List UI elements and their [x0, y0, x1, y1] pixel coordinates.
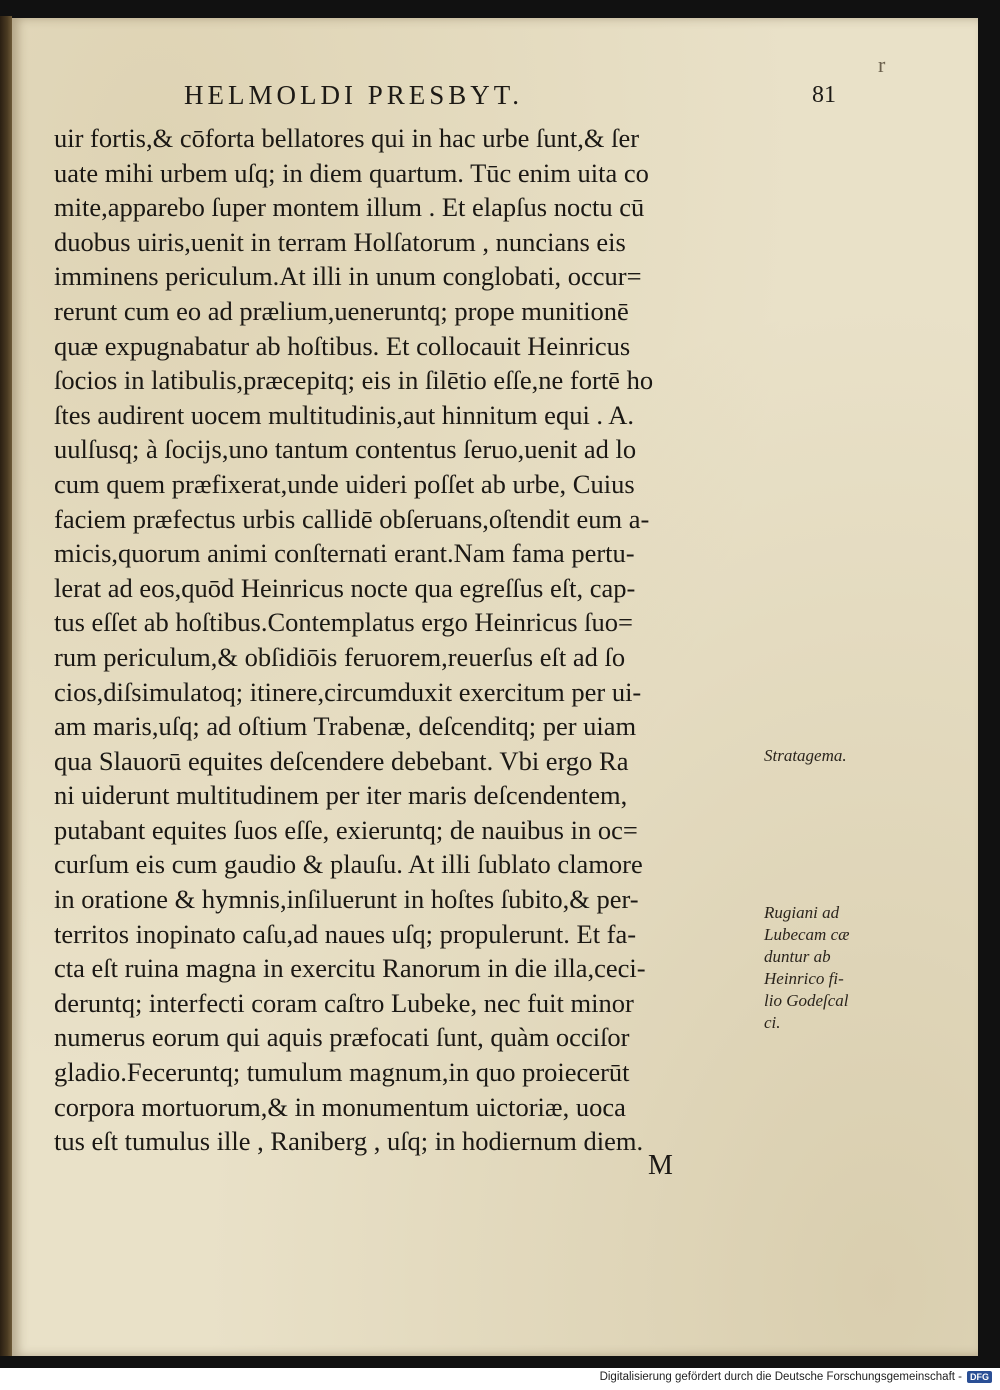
text-line: qua Slauorū equites deſcendere debebant. Vbi ergo Ra [54, 745, 629, 776]
text-line: ni uiderunt multitudinem per iter maris deſcendentem, [54, 780, 628, 811]
text-line: deruntq; interfecti coram caſtro Lubeke, nec fuit minor [54, 987, 634, 1018]
text-line: quæ expugnabatur ab hoſtibus. Et collocauit Heinricus [54, 330, 631, 361]
text-line: uulſusq; à ſocijs,uno tantum contentus ſeruo,uenit ad lo [54, 434, 637, 465]
text-line: am maris,uſq; ad oſtium Trabenæ, deſcenditq; per uiam [54, 711, 637, 742]
book-page [12, 18, 978, 1356]
text-line: tus eſſet ab hoſtibus.Contemplatus ergo Heinricus ſuo= [54, 607, 633, 638]
marginal-note-stratagema [764, 745, 847, 767]
marginal-note-line: duntur ab [764, 947, 831, 966]
running-head: HELMOLDI PRESBYT. [184, 80, 524, 110]
folio-number: 81 [812, 82, 836, 108]
text-line: curſum eis cum gaudio & plauſu. At illi ſublato clamore [54, 849, 643, 880]
corner-mark: r [878, 52, 886, 77]
text-line: duobus uiris,uenit in terram Holſatorum , nuncians eis [54, 226, 626, 257]
text-line: ſtes audirent uocem multitudinis,aut hinnitum equi . A. [54, 399, 634, 430]
main-text [54, 121, 774, 1159]
marginal-note-line: lio Godeſcal [764, 991, 849, 1010]
text-line: cios,diſsimulatoq; itinere,circumduxit exercitum per ui- [54, 676, 642, 707]
marginal-note-line: ci. [764, 1013, 781, 1032]
text-line: lerat ad eos,quōd Heinricus nocte qua egreſſus eſt, cap- [54, 572, 636, 603]
marginal-note-line: Stratagema. [764, 746, 847, 765]
binding-edge [0, 16, 12, 1356]
text-line: imminens periculum.At illi in unum conglobati, occur= [54, 261, 642, 292]
text-line: mite,apparebo ſuper montem illum . Et elapſus noctu cū [54, 192, 645, 223]
text-line: gladio.Feceruntq; tumulum magnum,in quo proiecerūt [54, 1057, 630, 1088]
text-line: ſocios in latibulis,præcepitq; eis in ſilētio eſſe,ne fortē ho [54, 365, 654, 396]
text-line: territos inopinato caſu,ad naues uſq; propulerunt. Et fa- [54, 918, 637, 949]
marginal-note-line: Rugiani ad [764, 903, 840, 922]
text-line: putabant equites ſuos eſſe, exieruntq; de nauibus in oc= [54, 814, 638, 845]
dfg-logo: DFG [967, 1371, 992, 1383]
footer-bar [0, 1368, 1000, 1390]
text-line: uir fortis,& cōforta bellatores qui in hac urbe ſunt,& ſer [54, 123, 640, 153]
text-line: cum quem præfixerat,unde uideri poſſet ab urbe, Cuius [54, 468, 635, 499]
text-line: tus eſt tumulus ille , Raniberg , uſq; in hodiernum diem. [54, 1126, 644, 1157]
marginal-note-line: Heinrico fi- [764, 969, 844, 988]
text-line: numerus eorum qui aquis præfocati ſunt, quàm occiſor [54, 1022, 630, 1053]
text-line: micis,quorum animi conſternati erant.Nam fama pertu- [54, 538, 635, 569]
text-line: corpora mortuorum,& in monumentum uictoriæ, uoca [54, 1091, 626, 1122]
marginal-note-line: Lubecam cæ [764, 925, 850, 944]
text-line: in oratione & hymnis,inſiluerunt in hoſtes ſubito,& per- [54, 884, 639, 915]
text-line: rum periculum,& obſidiōis feruorem,reuerſus eſt ad ſo [54, 641, 626, 672]
catchword: M [648, 1150, 673, 1181]
text-line: rerunt cum eo ad prælium,ueneruntq; prope munitionē [54, 295, 629, 326]
text-line: faciem præfectus urbis callidē obſeruans,oſtendit eum a- [54, 503, 650, 534]
marginal-note-rugiani [764, 902, 884, 1034]
text-line: uate mihi urbem uſq; in diem quartum. Tūc enim uita co [54, 157, 649, 188]
text-line: cta eſt ruina magna in exercitu Ranorum in die illa,ceci- [54, 953, 646, 984]
funding-notice: Digitalisierung gefördert durch die Deutsche Forschungsgemeinschaft - [599, 1371, 962, 1383]
